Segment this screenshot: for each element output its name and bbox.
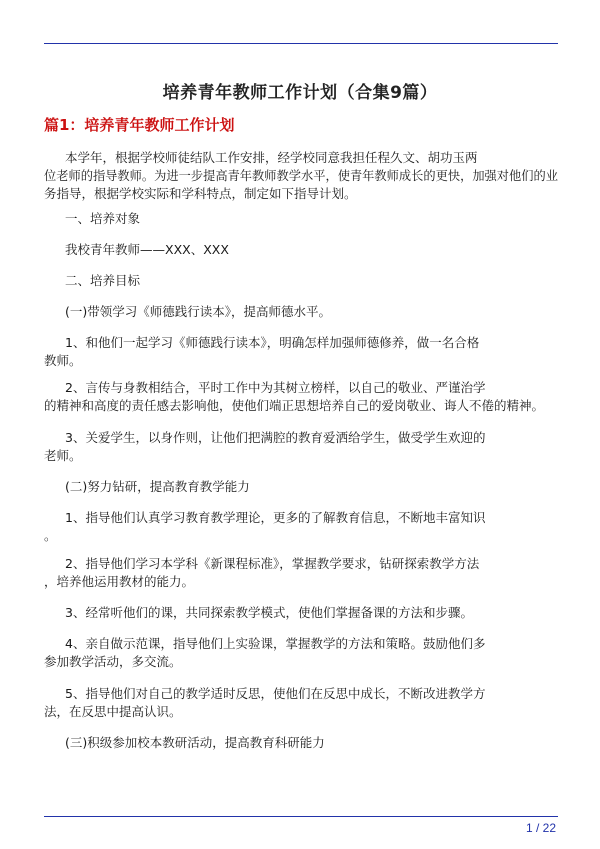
paragraph-line: 3、关爱学生，以身作则，让他们把满腔的教育爱洒给学生，做受学生欢迎的 — [65, 430, 486, 445]
paragraph-line: 3、经常听他们的课，共同探索教学模式，使他们掌握备课的方法和步骤。 — [65, 605, 473, 620]
paragraph-line: 我校青年教师——XXX、XXX — [65, 242, 229, 257]
paragraph-line: 。 — [44, 528, 57, 543]
paragraph-line: 位老师的指导教师。为进一步提高青年教师教学水平，使青年教师成长的更快，加强对他们的业 — [44, 168, 558, 183]
paragraph-line: 法，在反思中提高认识。 — [44, 704, 182, 719]
paragraph-line: 参加教学活动，多交流。 — [44, 654, 182, 669]
subheading-line: (二)努力钻研，提高教育教学能力 — [65, 479, 250, 494]
paragraph-line: 老师。 — [44, 448, 82, 463]
paragraph-line: 2、言传与身教相结合，平时工作中为其树立榜样，以自己的敬业、严谨治学 — [65, 380, 486, 395]
heading-line: 一、培养对象 — [65, 211, 141, 226]
paragraph-line: 1、和他们一起学习《师德践行读本》，明确怎样加强师德修养，做一名合格 — [65, 335, 480, 350]
paragraph-line: 1、指导他们认真学习教育教学理论，更多的了解教育信息，不断地丰富知识 — [65, 510, 486, 525]
header-rule — [44, 43, 558, 44]
page-number: 1 / 22 — [525, 821, 556, 835]
paragraph-line: 2、指导他们学习本学科《新课程标准》，掌握教学要求，钻研探索教学方法 — [65, 556, 480, 571]
paragraph-line: 本学年，根据学校师徒结队工作安排，经学校同意我担任程久文、胡功玉两 — [65, 150, 478, 165]
subheading-line: (一)带领学习《师德践行读本》，提高师德水平。 — [65, 304, 332, 319]
section-title: 篇1：培养青年教师工作计划 — [44, 116, 235, 134]
paragraph-line: 的精神和高度的责任感去影响他，使他们端正思想培养自己的爱岗敬业、诲人不倦的精神。 — [44, 398, 545, 413]
paragraph-line: 4、亲自做示范课，指导他们上实验课，掌握教学的方法和策略。鼓励他们多 — [65, 636, 486, 651]
paragraph-line: ，培养他运用教材的能力。 — [44, 574, 195, 589]
footer-rule — [44, 816, 558, 817]
heading-line: 二、培养目标 — [65, 273, 141, 288]
paragraph-line: 5、指导他们对自己的教学适时反思，使他们在反思中成长，不断改进教学方 — [65, 686, 486, 701]
subheading-line: (三)积级参加校本教研活动，提高教育科研能力 — [65, 735, 325, 750]
paragraph-line: 务指导，根据学校实际和学科特点，制定如下指导计划。 — [44, 186, 357, 201]
document-title: 培养青年教师工作计划（合集9篇） — [162, 83, 438, 103]
paragraph-line: 教师。 — [44, 353, 82, 368]
